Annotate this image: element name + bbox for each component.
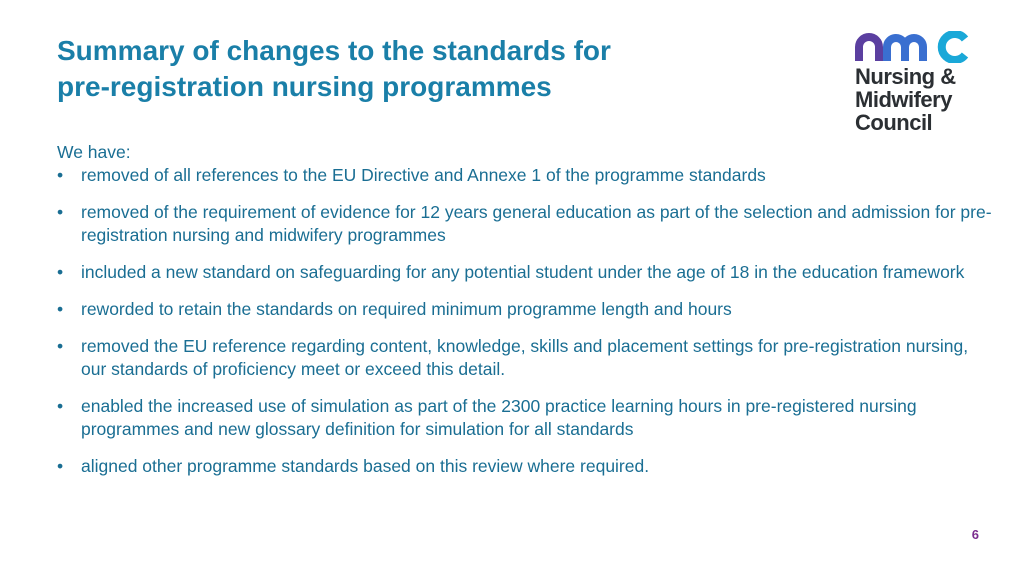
list-item [57, 298, 992, 321]
slide-title [57, 33, 757, 105]
bullet-marker: • [57, 165, 64, 185]
list-item [57, 335, 992, 381]
list-item [57, 455, 992, 478]
list-item [57, 395, 992, 441]
bullet-marker: • [57, 262, 64, 282]
slide-body [57, 141, 992, 478]
page-number: 6 [971, 527, 979, 542]
logo-letter-m [887, 38, 923, 61]
nmc-logo-mark [855, 31, 971, 63]
list-item-text: reworded to retain the standards on required minimum programme length and hours [81, 299, 732, 319]
list-item-text: aligned other programme standards based on this review where required. [81, 456, 650, 476]
bullet-marker: • [57, 336, 64, 356]
logo-word-council: Council [855, 110, 933, 135]
bullet-marker: • [57, 456, 64, 476]
list-item-text: removed of all references to the EU Directive and Annexe 1 of the programme standards [81, 165, 766, 185]
nmc-logo-wordmark [855, 65, 990, 134]
list-item [57, 201, 992, 247]
logo-word-midwifery: Midwifery [855, 87, 952, 112]
list-item [57, 164, 992, 187]
changes-list [57, 164, 992, 478]
list-item [57, 261, 992, 284]
list-item-text: enabled the increased use of simulation as part of the 2300 practice learning hours in pre-registered nursing programmes and new glossary definition for simulation for all standards [81, 396, 917, 439]
nmc-logo [855, 31, 990, 143]
list-item-text: removed of the requirement of evidence for 12 years general education as part of the selection and admission for pre-registration nursing and midwifery programmes [81, 202, 992, 245]
slide-title-line-1: Summary of changes to the standards for [57, 35, 611, 66]
bullet-marker: • [57, 202, 64, 222]
list-item-text: included a new standard on safeguarding for any potential student under the age of 18 in the education framework [81, 262, 965, 282]
list-item-text: removed the EU reference regarding content, knowledge, skills and placement settings for pre-registration nursing, our standards of proficiency meet or exceed this detail. [81, 336, 969, 379]
slide-title-line-2: pre-registration nursing programmes [57, 71, 552, 102]
intro-text: We have: [57, 142, 131, 162]
bullet-marker: • [57, 396, 64, 416]
logo-word-nursing: Nursing & [855, 64, 956, 89]
logo-letter-n [859, 37, 879, 61]
logo-letter-c [942, 34, 965, 60]
bullet-marker: • [57, 299, 64, 319]
